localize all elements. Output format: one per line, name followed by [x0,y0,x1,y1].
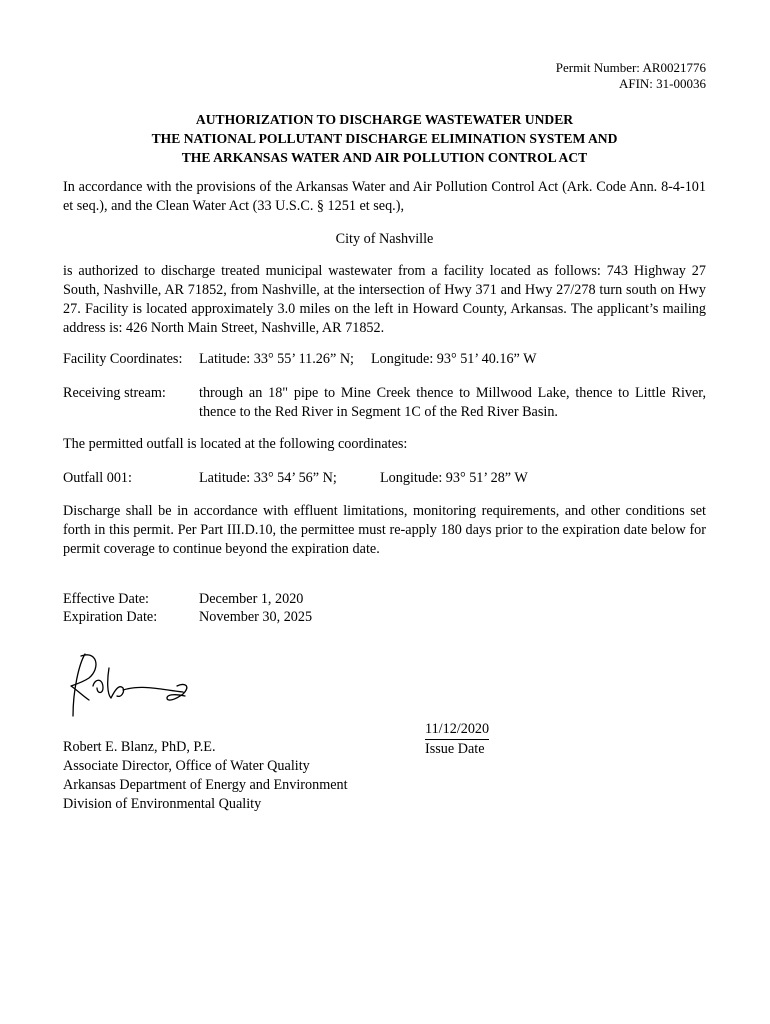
document-title [63,110,706,167]
permit-identifiers [556,60,706,92]
signer-title: Associate Director, Office of Water Quality [63,758,310,774]
permit-number: Permit Number: AR0021776 [555,60,706,75]
signer-division: Division of Environmental Quality [63,796,262,812]
signer-block [63,738,348,814]
facility-longitude: Longitude: 93° 51’ 40.16” W [371,351,537,367]
outfall-label: Outfall 001: [63,470,132,486]
receiving-stream-label: Receiving stream: [63,385,166,401]
title-line-1: AUTHORIZATION TO DISCHARGE WASTEWATER UNDER [195,112,574,127]
effective-date-value: December 1, 2020 [199,591,304,607]
title-line-3: THE ARKANSAS WATER AND AIR POLLUTION CONTROL ACT [181,150,588,165]
discharge-paragraph: Discharge shall be in accordance with effluent limitations, monitoring requirements, and other conditions set forth in this permit. Per Part III.D.10, the permittee must re-apply 180 days prior to the expiration date below for permit coverage to continue beyond the expiration date. [63,503,706,557]
facility-latitude: Latitude: 33° 55’ 11.26” N; [199,351,355,367]
signer-department: Arkansas Department of Energy and Environment [63,777,348,793]
authorization-paragraph: is authorized to discharge treated municipal wastewater from a facility located as follows: 743 Highway 27 South, Nashville, AR 71852, from Nashville, at the intersection of Hwy 371 and Hwy 27/278 turn south on Hwy 27. Facility is located approximately 3.0 miles on the left in Howard County, Arkansas. The applicant’s mailing address is: 426 North Main Street, Nashville, AR 71852. [63,263,706,336]
intro-paragraph: In accordance with the provisions of the Arkansas Water and Air Pollution Control Act (Ark. Code Ann. 8-4-101 et seq.), and the Clean Water Act (33 U.S.C. § 1251 et seq.), [63,179,706,214]
expiration-date-label: Expiration Date: [63,609,158,625]
outfall-latitude: Latitude: 33° 54’ 56” N; [199,470,337,486]
signature-svg [63,650,203,722]
outfall-intro: The permitted outfall is located at the following coordinates: [63,436,408,452]
signer-name: Robert E. Blanz, PhD, P.E. [63,739,216,755]
effective-date-label: Effective Date: [63,591,149,607]
afin-number: AFIN: 31-00036 [618,76,706,91]
receiving-stream-text: through an 18" pipe to Mine Creek thence to Millwood Lake, thence to Little River, thence to the Red River in Segment 1C of the Red River Basin. [199,385,706,420]
issue-date-value: 11/12/2020 [425,720,489,740]
issue-date-block [425,720,489,759]
signature-icon [63,650,203,728]
issue-date-label: Issue Date [425,741,485,757]
title-line-2: THE NATIONAL POLLUTANT DISCHARGE ELIMINATION SYSTEM AND [151,131,618,146]
permittee-name: City of Nashville [335,231,434,247]
outfall-longitude: Longitude: 93° 51’ 28” W [380,470,528,486]
facility-coordinates-label: Facility Coordinates: [63,351,183,367]
expiration-date-value: November 30, 2025 [199,609,313,625]
